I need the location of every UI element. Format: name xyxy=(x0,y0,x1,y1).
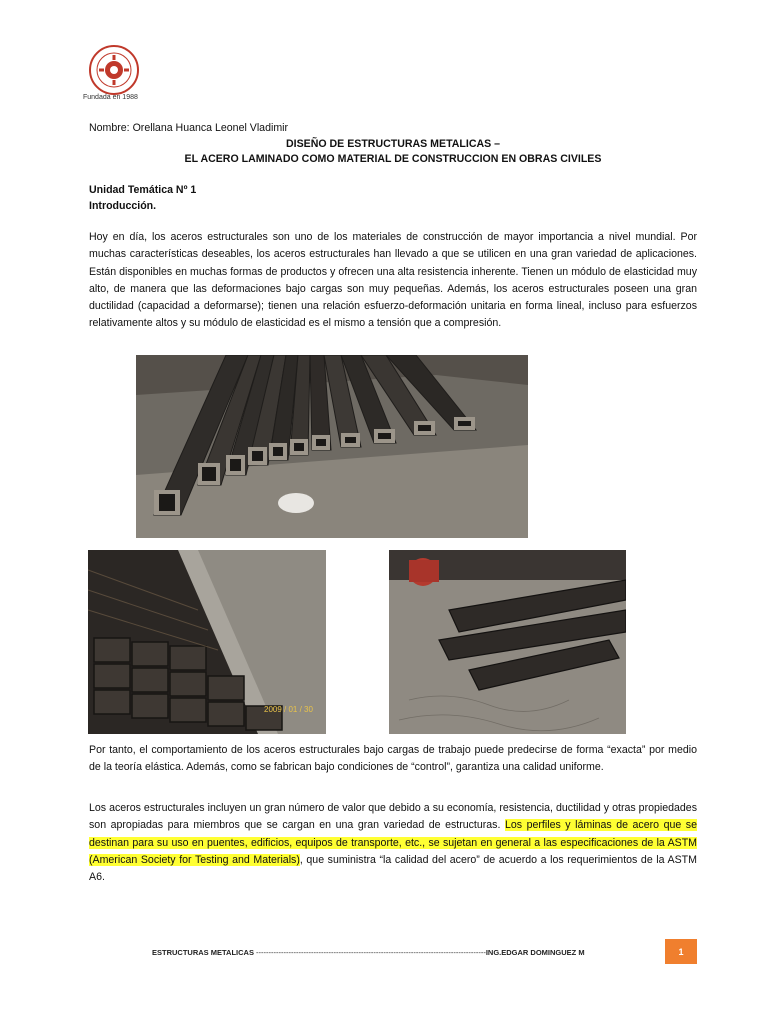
floor-tubes-photo xyxy=(389,550,626,734)
intro-paragraph: Hoy en día, los aceros estructurales son uno de los materiales de construcción de mayor importancia a nivel mundial. Por muchas características deseables, los aceros estructurales han llevado a que se utilicen en una gran variedad de aplicaciones. Están disponibles en muchas formas de productos y ofrecen una alta resistencia inherente. Tienen un módulo de elasticidad muy alto, de manera que las deformaciones bajo cargas son muy pequeñas. Además, los aceros estructurales poseen una gran ductilidad (capacidad a deformarse); tienen una relación esfuerzo-deformación unitaria en forma lineal, incluso para esfuerzos relativamente altos y su módulo de elasticidad es el mismo a tensión que a compresión. xyxy=(89,231,697,330)
page-number: 1 xyxy=(665,939,697,964)
unit-heading: Unidad Temática Nº 1 xyxy=(89,184,197,196)
founded-caption: Fundada en 1988 xyxy=(83,94,138,101)
footer-author: ING.EDGAR DOMINGUEZ M xyxy=(485,948,585,957)
document-title-line2: EL ACERO LAMINADO COMO MATERIAL DE CONSTRUCCION EN OBRAS CIVILES xyxy=(184,153,602,165)
document-title-line1: DISEÑO DE ESTRUCTURAS METALICAS – xyxy=(285,138,501,150)
footer-dashes: -------------------------------------------------------------------------------------------- xyxy=(256,948,486,957)
astm-highlighted-text: Los perfiles y láminas de acero que se destinan para su uso en puentes, edificios, equipos de transporte, etc., se sujetan en general a las especificaciones de la ASTM (American Society for Testing and Materials) xyxy=(89,819,697,866)
elastic-theory-paragraph: Por tanto, el comportamiento de los aceros estructurales bajo cargas de trabajo puede predecirse de forma “exacta” por medio de la teoría elástica. Además, como se fabrican bajo condiciones de “control”, garantiza una calidad uniforme. xyxy=(89,744,697,774)
section-heading: Introducción. xyxy=(89,200,157,212)
astm-paragraph-plain: Los aceros estructurales incluyen un gran número de valor que debido a su economía, resistencia, ductilidad y otras propiedades son apropiadas para miembros que se cargan en una gran variedad de estructuras. xyxy=(89,802,697,832)
astm-paragraph xyxy=(89,800,697,886)
astm-paragraph-tail: , que suministra “la calidad del acero” de acuerdo a los requerimientos de la ASTM A6. xyxy=(89,853,697,884)
date-stamp: 2009 / 01 / 30 xyxy=(264,705,313,714)
footer-course: ESTRUCTURAS METALICAS --------------------------------------------------------------------------------------------ING.EDGAR DOMINGUEZ M xyxy=(152,948,585,957)
steel-tubes-photo xyxy=(136,355,528,538)
stacked-tubes-photo xyxy=(88,550,326,734)
author-line: Nombre: Orellana Huanca Leonel Vladimir xyxy=(89,122,289,134)
